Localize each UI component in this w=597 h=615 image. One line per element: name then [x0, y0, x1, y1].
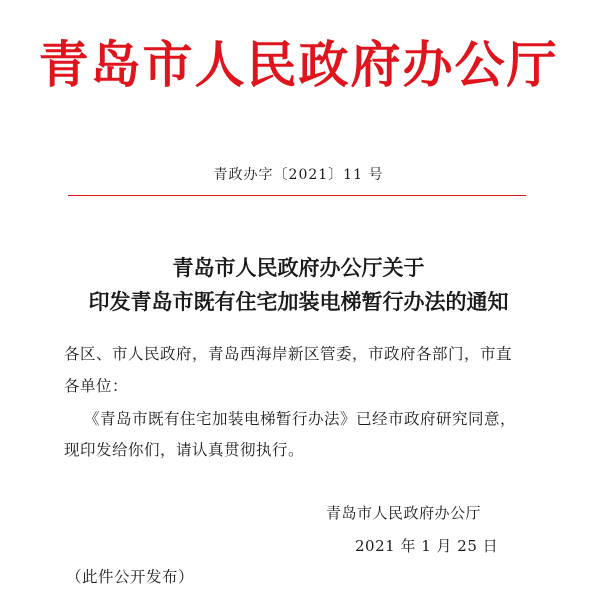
signature-date: 2021 年 1 月 25 日: [355, 537, 499, 555]
body-line-2: 现印发给你们，请认真贯彻执行。: [64, 441, 305, 459]
signature-organization: 青岛市人民政府办公厅: [326, 504, 482, 522]
issuing-office-header: 青岛市人民政府办公厅: [38, 35, 559, 94]
recipients-line-2: 各单位：: [64, 377, 129, 395]
recipients-line-1: 各区、市人民政府，青岛西海岸新区管委，市政府各部门，市直: [64, 345, 513, 363]
red-separator-line: [68, 195, 526, 196]
document-title-line-2: 印发青岛市既有住宅加装电梯暂行办法的通知: [88, 289, 509, 314]
document-title-line-1: 青岛市人民政府办公厅关于: [172, 255, 425, 280]
body-line-1: 《青岛市既有住宅加装电梯暂行办法》已经市政府研究同意，: [84, 410, 517, 428]
document-number: 青政办字〔2021〕11 号: [213, 167, 384, 183]
publish-note: （此件公开发布）: [66, 568, 195, 586]
